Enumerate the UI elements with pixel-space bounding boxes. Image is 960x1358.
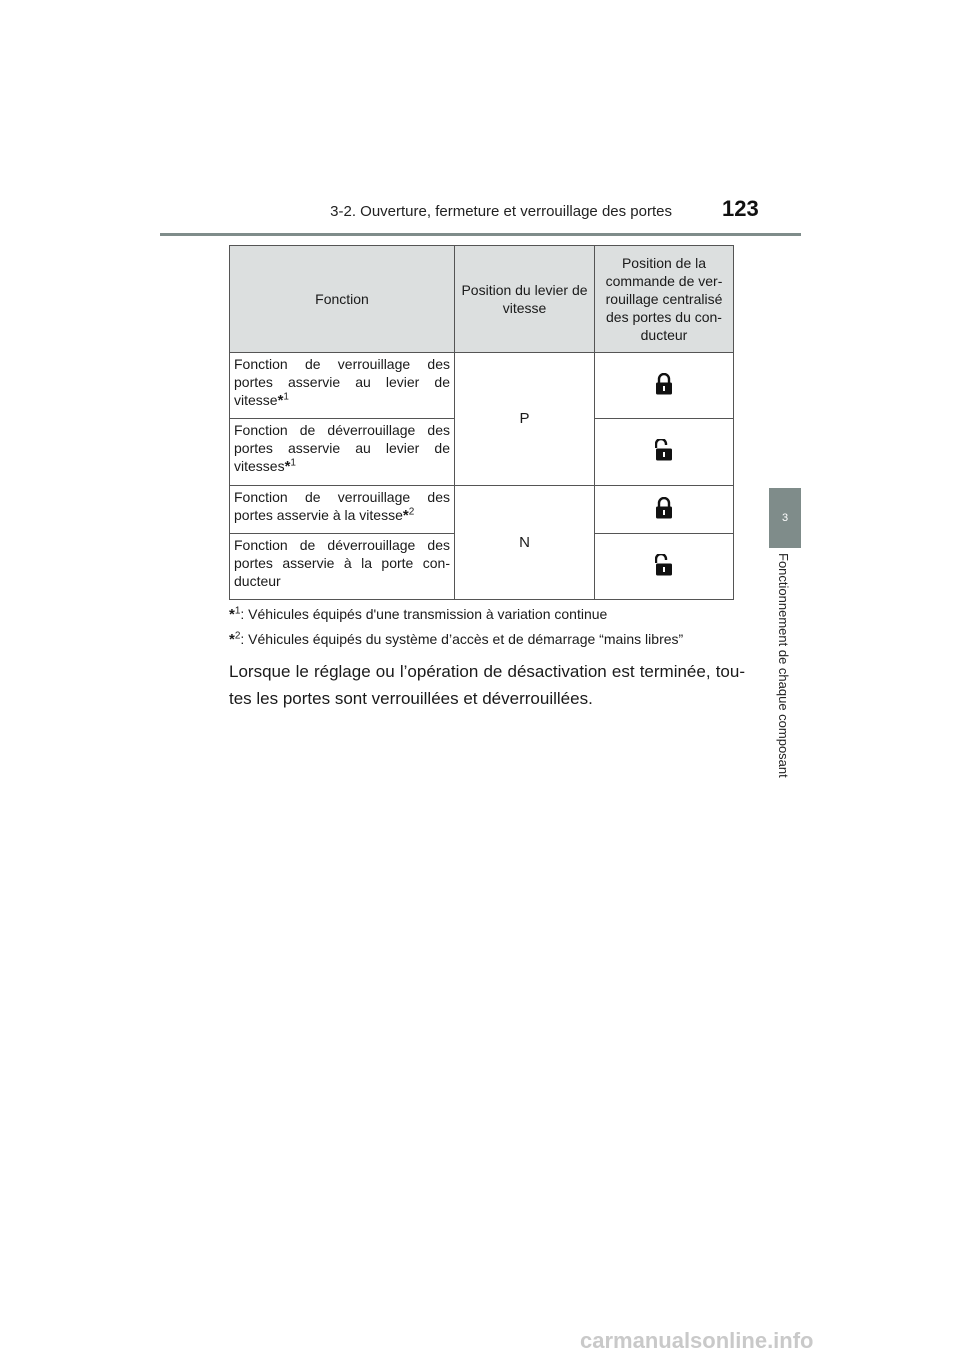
lock-switch-cell [595, 353, 734, 419]
footnote-ref: 2 [408, 506, 415, 518]
chapter-tab: 3 [769, 488, 801, 548]
function-text: Fonction de verrouillage des portes asservie à la vitesse [234, 489, 450, 523]
header-gear-position [455, 246, 595, 353]
lock-open-icon [655, 554, 673, 576]
header-rule [160, 233, 801, 236]
lock-closed-icon [655, 373, 673, 395]
function-table [229, 245, 734, 600]
footnote-2 [229, 631, 683, 648]
function-cell [230, 353, 455, 419]
footnote-number: 2 [234, 630, 241, 642]
page-number: 123 [722, 196, 759, 221]
chapter-label: Fonctionnement de chaque composant [776, 553, 791, 778]
watermark: carmanualsonline.info [580, 1328, 814, 1353]
footnote-star: * [402, 507, 409, 524]
function-text: Fonction de déverrouillage des portes asservie au levier de vitesses [234, 422, 450, 474]
gear-position-cell [455, 353, 595, 486]
lock-open-icon [655, 439, 673, 461]
gear-position-p: P [519, 410, 530, 427]
gear-position-n: N [519, 533, 530, 551]
lock-switch-cell [595, 419, 734, 486]
body-paragraph: Lorsque le réglage ou l’opération de désactivation est terminée, tou-tes les portes sont verrouillées et déverrouillées. [229, 662, 745, 708]
function-text: Fonction de déverrouillage des portes asservie à la porte con-ducteur [234, 537, 450, 589]
footnote-star: * [229, 631, 235, 648]
gear-position-cell [455, 486, 595, 600]
footnote-star: * [229, 606, 235, 623]
lock-closed-icon [655, 497, 673, 519]
footnote-text: : Véhicules équipés du système d’accès et de démarrage “mains libres” [240, 631, 684, 647]
section-title: 3-2. Ouverture, fermeture et verrouillage des portes [330, 203, 672, 220]
function-cell [230, 419, 455, 486]
footnote-star: * [284, 458, 291, 475]
header-lock-switch-position [595, 246, 734, 353]
lock-switch-cell [595, 486, 734, 534]
function-text: Fonction de verrouillage des portes asservie au levier de vitesse [234, 356, 450, 408]
table-row [230, 353, 734, 419]
table-header-row [230, 246, 734, 353]
footnote-number: 1 [234, 605, 241, 617]
footnote-ref: 1 [290, 457, 296, 469]
table-row [230, 486, 734, 534]
function-cell [230, 534, 455, 600]
header-lock-switch-text: Position de la commande de ver-rouillage centralisé des portes du con-ducteur [605, 255, 723, 343]
footnote-1 [229, 606, 607, 623]
footnote-text: : Véhicules équipés d'une transmission à variation continue [240, 606, 608, 622]
header-gear-position-text: Position du levier de vitesse [461, 282, 588, 316]
function-cell [230, 486, 455, 534]
footnote-ref: 1 [283, 391, 289, 403]
lock-switch-cell [595, 534, 734, 600]
header-function: Fonction [230, 246, 455, 353]
footnote-star: * [277, 392, 284, 409]
